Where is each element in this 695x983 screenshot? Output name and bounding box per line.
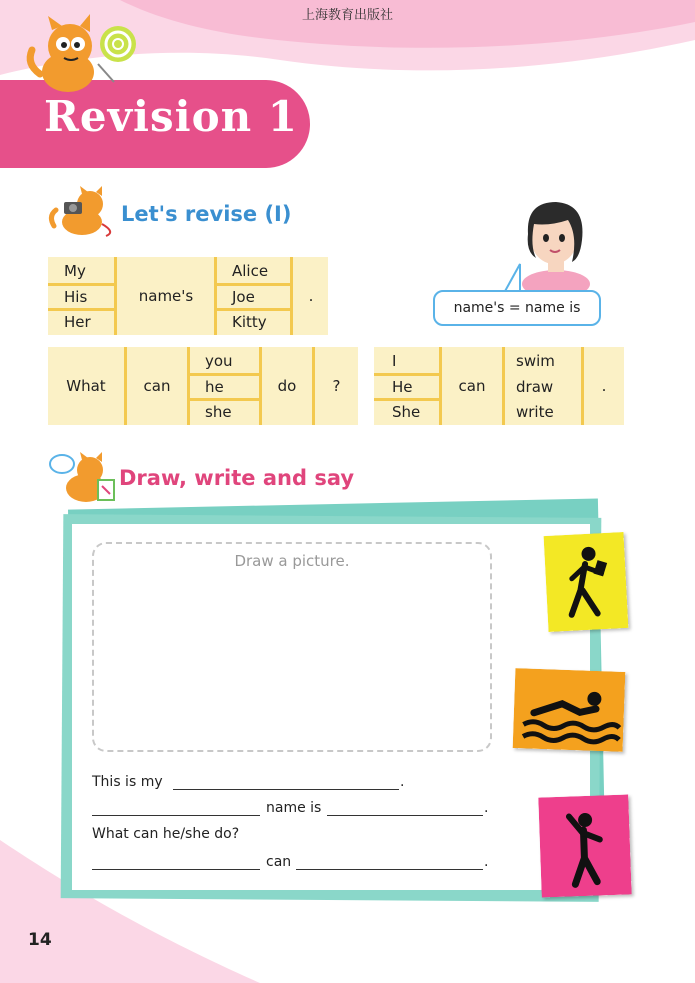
publisher-name: 上海教育出版社 <box>301 8 393 23</box>
line2-mid: name is <box>266 800 322 816</box>
line1-prefix: This is my <box>92 774 163 790</box>
cat-camera-icon <box>46 186 120 238</box>
table-cell: write <box>516 403 554 421</box>
table-cell: Kitty <box>232 313 267 331</box>
table-cell: I <box>392 352 397 370</box>
table-cell: swim <box>516 352 555 370</box>
bubble-text: name's = name is <box>453 300 581 316</box>
swimming-person-icon <box>513 668 626 752</box>
table-cell: His <box>64 288 88 306</box>
table-cell: you <box>205 352 233 370</box>
sentence-table-names <box>48 257 328 335</box>
walking-person-icon <box>544 532 629 632</box>
cat-lollipop-icon <box>18 14 138 94</box>
line4-mid: can <box>266 854 292 870</box>
table-cell: Joe <box>232 288 255 306</box>
blank-field[interactable] <box>296 869 483 870</box>
drawing-area[interactable] <box>92 542 492 752</box>
table-cell: . <box>601 377 607 395</box>
blank-field[interactable] <box>92 869 260 870</box>
table-cell: What <box>66 377 106 395</box>
sentence-table-question <box>48 347 358 425</box>
table-cell: can <box>143 377 171 395</box>
table-cell: name's <box>138 287 194 305</box>
table-cell: he <box>205 378 224 396</box>
page-number: 14 <box>28 930 52 950</box>
line3-question: What can he/she do? <box>92 826 240 842</box>
table-cell: Her <box>64 313 91 331</box>
blank-field[interactable] <box>92 815 260 816</box>
section-heading-revise: Let's revise (I) <box>121 202 292 226</box>
blank-field[interactable] <box>327 815 483 816</box>
table-cell: She <box>392 403 421 421</box>
table-cell: My <box>64 262 86 280</box>
table-cell: . <box>308 287 314 305</box>
table-cell: she <box>205 403 232 421</box>
table-cell: do <box>277 377 297 395</box>
table-cell: can <box>458 377 486 395</box>
line1-end: . <box>400 774 405 790</box>
section-heading-draw: Draw, write and say <box>119 466 355 490</box>
table-cell: Alice <box>232 262 269 280</box>
blank-field[interactable] <box>173 789 399 790</box>
table-cell: He <box>392 378 413 396</box>
jumping-person-icon <box>538 794 631 897</box>
line4-end: . <box>484 854 489 870</box>
table-cell: draw <box>516 378 554 396</box>
cat-artist-icon <box>46 452 118 504</box>
line2-end: . <box>484 800 489 816</box>
speech-bubble <box>433 290 601 326</box>
table-cell: ? <box>332 377 341 395</box>
sentence-table-answer <box>374 347 624 425</box>
drawing-prompt: Draw a picture. <box>234 552 350 570</box>
page-title: Revision 1 <box>44 92 298 141</box>
